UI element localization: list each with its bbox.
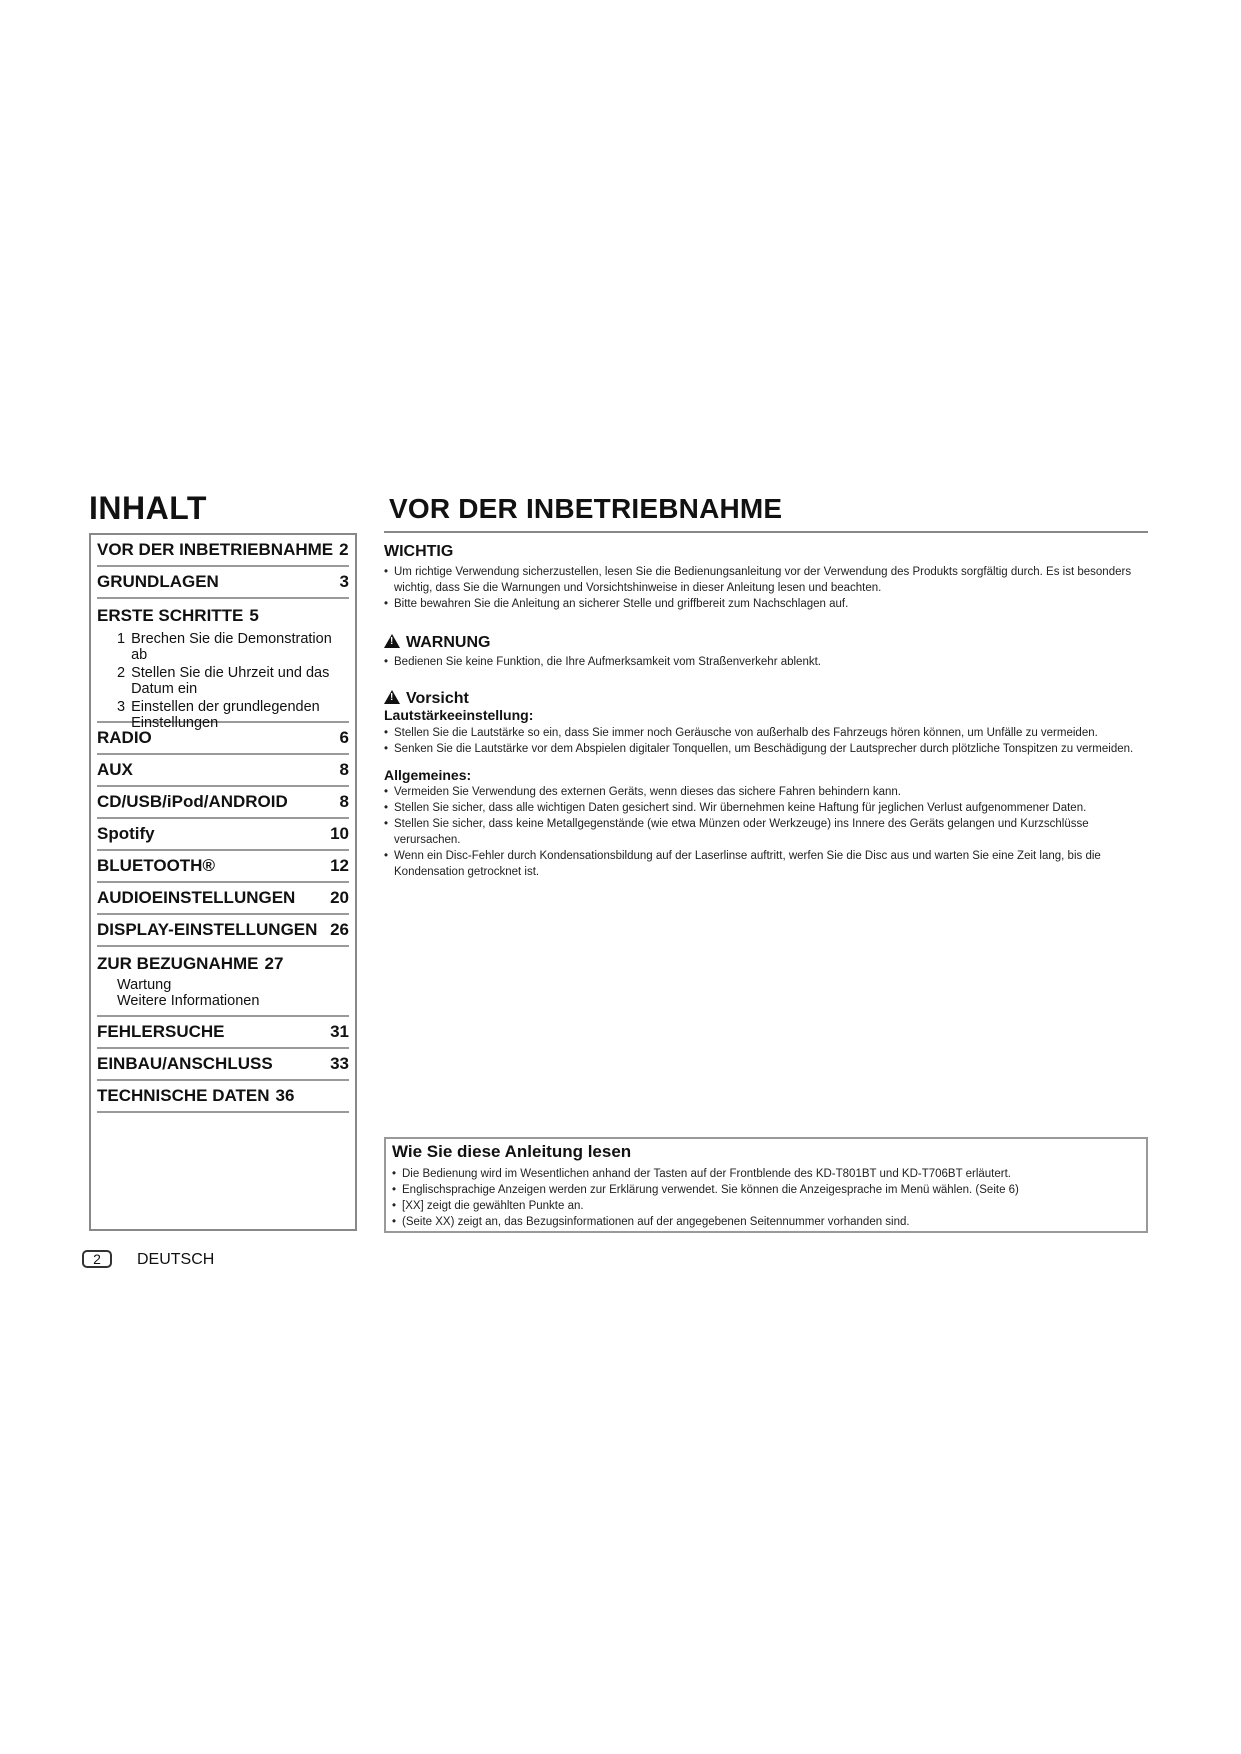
- toc-entry-page: 10: [330, 824, 349, 843]
- toc-entry-label: DISPLAY-EINSTELLUNGEN: [97, 920, 318, 939]
- toc-entry-page: 2: [339, 540, 349, 559]
- toc-entry-label: ERSTE SCHRITTE: [97, 606, 244, 625]
- toc-entry-label: BLUETOOTH®: [97, 856, 215, 875]
- toc-step[interactable]: 3 Einstellen der grundlegenden Einstellungen: [117, 699, 320, 731]
- lautstaerke-heading: Lautstärkeeinstellung:: [384, 707, 534, 723]
- toc-entry-page: 5: [249, 606, 259, 625]
- vorsicht-heading: !Vorsicht: [384, 689, 469, 708]
- list-item: • Stellen Sie sicher, dass keine Metallgegenstände (wie etwa Münzen oder Werkzeuge) ins Innere des Geräts gelangen und Kurzschlüsse verursachen.: [384, 816, 1140, 848]
- list-item: • Stellen Sie sicher, dass alle wichtigen Daten gesichert sind. Wir übernehmen keine Haftung für jeglichen Verlust aufgenommener Daten.: [384, 800, 1140, 816]
- warning-icon: [384, 690, 400, 704]
- toc-entry-page: 20: [330, 888, 349, 907]
- toc-entry[interactable]: [97, 851, 349, 883]
- list-item: • Senken Sie die Lautstärke vor dem Abspielen digitaler Tonquellen, um Beschädigung der Lautsprecher durch plötzliche Tonspitzen zu vermeiden.: [384, 741, 1140, 757]
- toc-entry-label: TECHNISCHE DATEN: [97, 1086, 270, 1105]
- toc-entry[interactable]: [97, 883, 349, 915]
- howto-list: [392, 1166, 1132, 1230]
- toc-step[interactable]: 2 Stellen Sie die Uhrzeit und das Datum ein: [117, 665, 330, 697]
- toc-entry-page: 27: [264, 954, 284, 973]
- toc-entry[interactable]: [97, 535, 349, 567]
- list-item: • Wenn ein Disc-Fehler durch Kondensationsbildung auf der Laserlinse auftritt, werfen Sie die Disc aus und warten Sie eine Zeit lang, bis die Kondensation getrocknet ist.: [384, 848, 1140, 880]
- toc-entry[interactable]: [97, 755, 349, 787]
- toc-entry-page: 26: [330, 920, 349, 939]
- page-title: VOR DER INBETRIEBNAHME: [389, 493, 783, 524]
- toc-entry[interactable]: [97, 599, 349, 731]
- toc-entry-label: GRUNDLAGEN: [97, 572, 219, 591]
- toc-entry-page: 36: [275, 1086, 295, 1105]
- list-item: • (Seite XX) zeigt an, das Bezugsinformationen auf der angegebenen Seitennummer vorhanden sind.: [392, 1214, 1132, 1230]
- toc-entry[interactable]: [97, 947, 349, 1017]
- toc-entry[interactable]: [97, 723, 349, 755]
- toc-entry[interactable]: [97, 915, 349, 947]
- toc-entry-label: AUDIOEINSTELLUNGEN: [97, 888, 296, 907]
- toc-entry-label: RADIO: [97, 728, 152, 747]
- toc-entry[interactable]: [97, 819, 349, 851]
- toc-entry-page: 6: [339, 728, 349, 747]
- list-item: • Stellen Sie die Lautstärke so ein, dass Sie immer noch Geräusche von außerhalb des Fahrzeugs hören können, um Unfälle zu vermeiden.: [384, 725, 1140, 741]
- title-divider: [384, 531, 1148, 533]
- toc-entry-label: Spotify: [97, 824, 155, 843]
- toc-entry-label: ZUR BEZUGNAHME: [97, 954, 259, 973]
- toc-entry-page: 8: [339, 792, 349, 811]
- list-item: • Vermeiden Sie Verwendung des externen Geräts, wenn dieses das sichere Fahren behindern kann.: [384, 784, 1140, 800]
- toc-entry-page: 8: [339, 760, 349, 779]
- toc-entry-page: 31: [330, 1022, 349, 1041]
- toc-entry[interactable]: [97, 567, 349, 599]
- toc-entry[interactable]: [97, 1081, 349, 1113]
- page-number: 2: [82, 1250, 112, 1268]
- toc-entry-label: CD/USB/iPod/ANDROID: [97, 792, 288, 811]
- list-item: • Bitte bewahren Sie die Anleitung an sicherer Stelle und griffbereit zum Nachschlagen auf.: [384, 596, 1140, 612]
- language-label: DEUTSCH: [137, 1251, 215, 1268]
- lautstaerke-list: [384, 725, 1140, 757]
- toc-entry-label: AUX: [97, 760, 133, 779]
- list-item: • Um richtige Verwendung sicherzustellen, lesen Sie die Bedienungsanleitung vor der Verwendung des Produkts sorgfältig durch. Es ist besonders wichtig, dass Sie die Warnungen und Vorsichtshinweise in dieser Anleitung lesen und beachten.: [384, 564, 1140, 596]
- list-item: • Bedienen Sie keine Funktion, die Ihre Aufmerksamkeit vom Straßenverkehr ablenkt.: [384, 654, 1140, 670]
- toc-title: INHALT: [89, 490, 207, 526]
- toc-entry-label: EINBAU/ANSCHLUSS: [97, 1054, 273, 1073]
- list-item: • Die Bedienung wird im Wesentlichen anhand der Tasten auf der Frontblende des KD-T801BT und KD-T706BT erläutert.: [392, 1166, 1132, 1182]
- howto-box: [384, 1137, 1148, 1233]
- toc-entry-label: FEHLERSUCHE: [97, 1022, 225, 1041]
- allgemeines-list: [384, 784, 1140, 880]
- list-item: • Englischsprachige Anzeigen werden zur Erklärung verwendet. Sie können die Anzeigesprache im Menü wählen. (Seite 6): [392, 1182, 1132, 1198]
- toc-entry[interactable]: [97, 1017, 349, 1049]
- toc-step[interactable]: 1 Brechen Sie die Demonstration ab: [117, 631, 332, 663]
- howto-heading: Wie Sie diese Anleitung lesen: [392, 1142, 632, 1161]
- list-item: • [XX] zeigt die gewählten Punkte an.: [392, 1198, 1132, 1214]
- toc-entry[interactable]: [97, 787, 349, 819]
- allgemeines-heading: Allgemeines:: [384, 767, 472, 783]
- warning-icon: [384, 634, 400, 648]
- toc-entry-page: 33: [330, 1054, 349, 1073]
- toc-entry-page: 12: [330, 856, 349, 875]
- warnung-list: [384, 654, 1140, 670]
- toc-subitem[interactable]: Weitere Informationen: [117, 993, 260, 1009]
- toc-box: [89, 533, 357, 1231]
- toc-entry-page: 3: [339, 572, 349, 591]
- warnung-heading: !WARNUNG: [384, 633, 490, 652]
- toc-subitem[interactable]: Wartung: [117, 977, 172, 993]
- wichtig-heading: WICHTIG: [384, 543, 454, 560]
- toc-entry[interactable]: [97, 1049, 349, 1081]
- wichtig-list: [384, 564, 1140, 612]
- toc-entry-label: VOR DER INBETRIEBNAHME: [97, 540, 334, 559]
